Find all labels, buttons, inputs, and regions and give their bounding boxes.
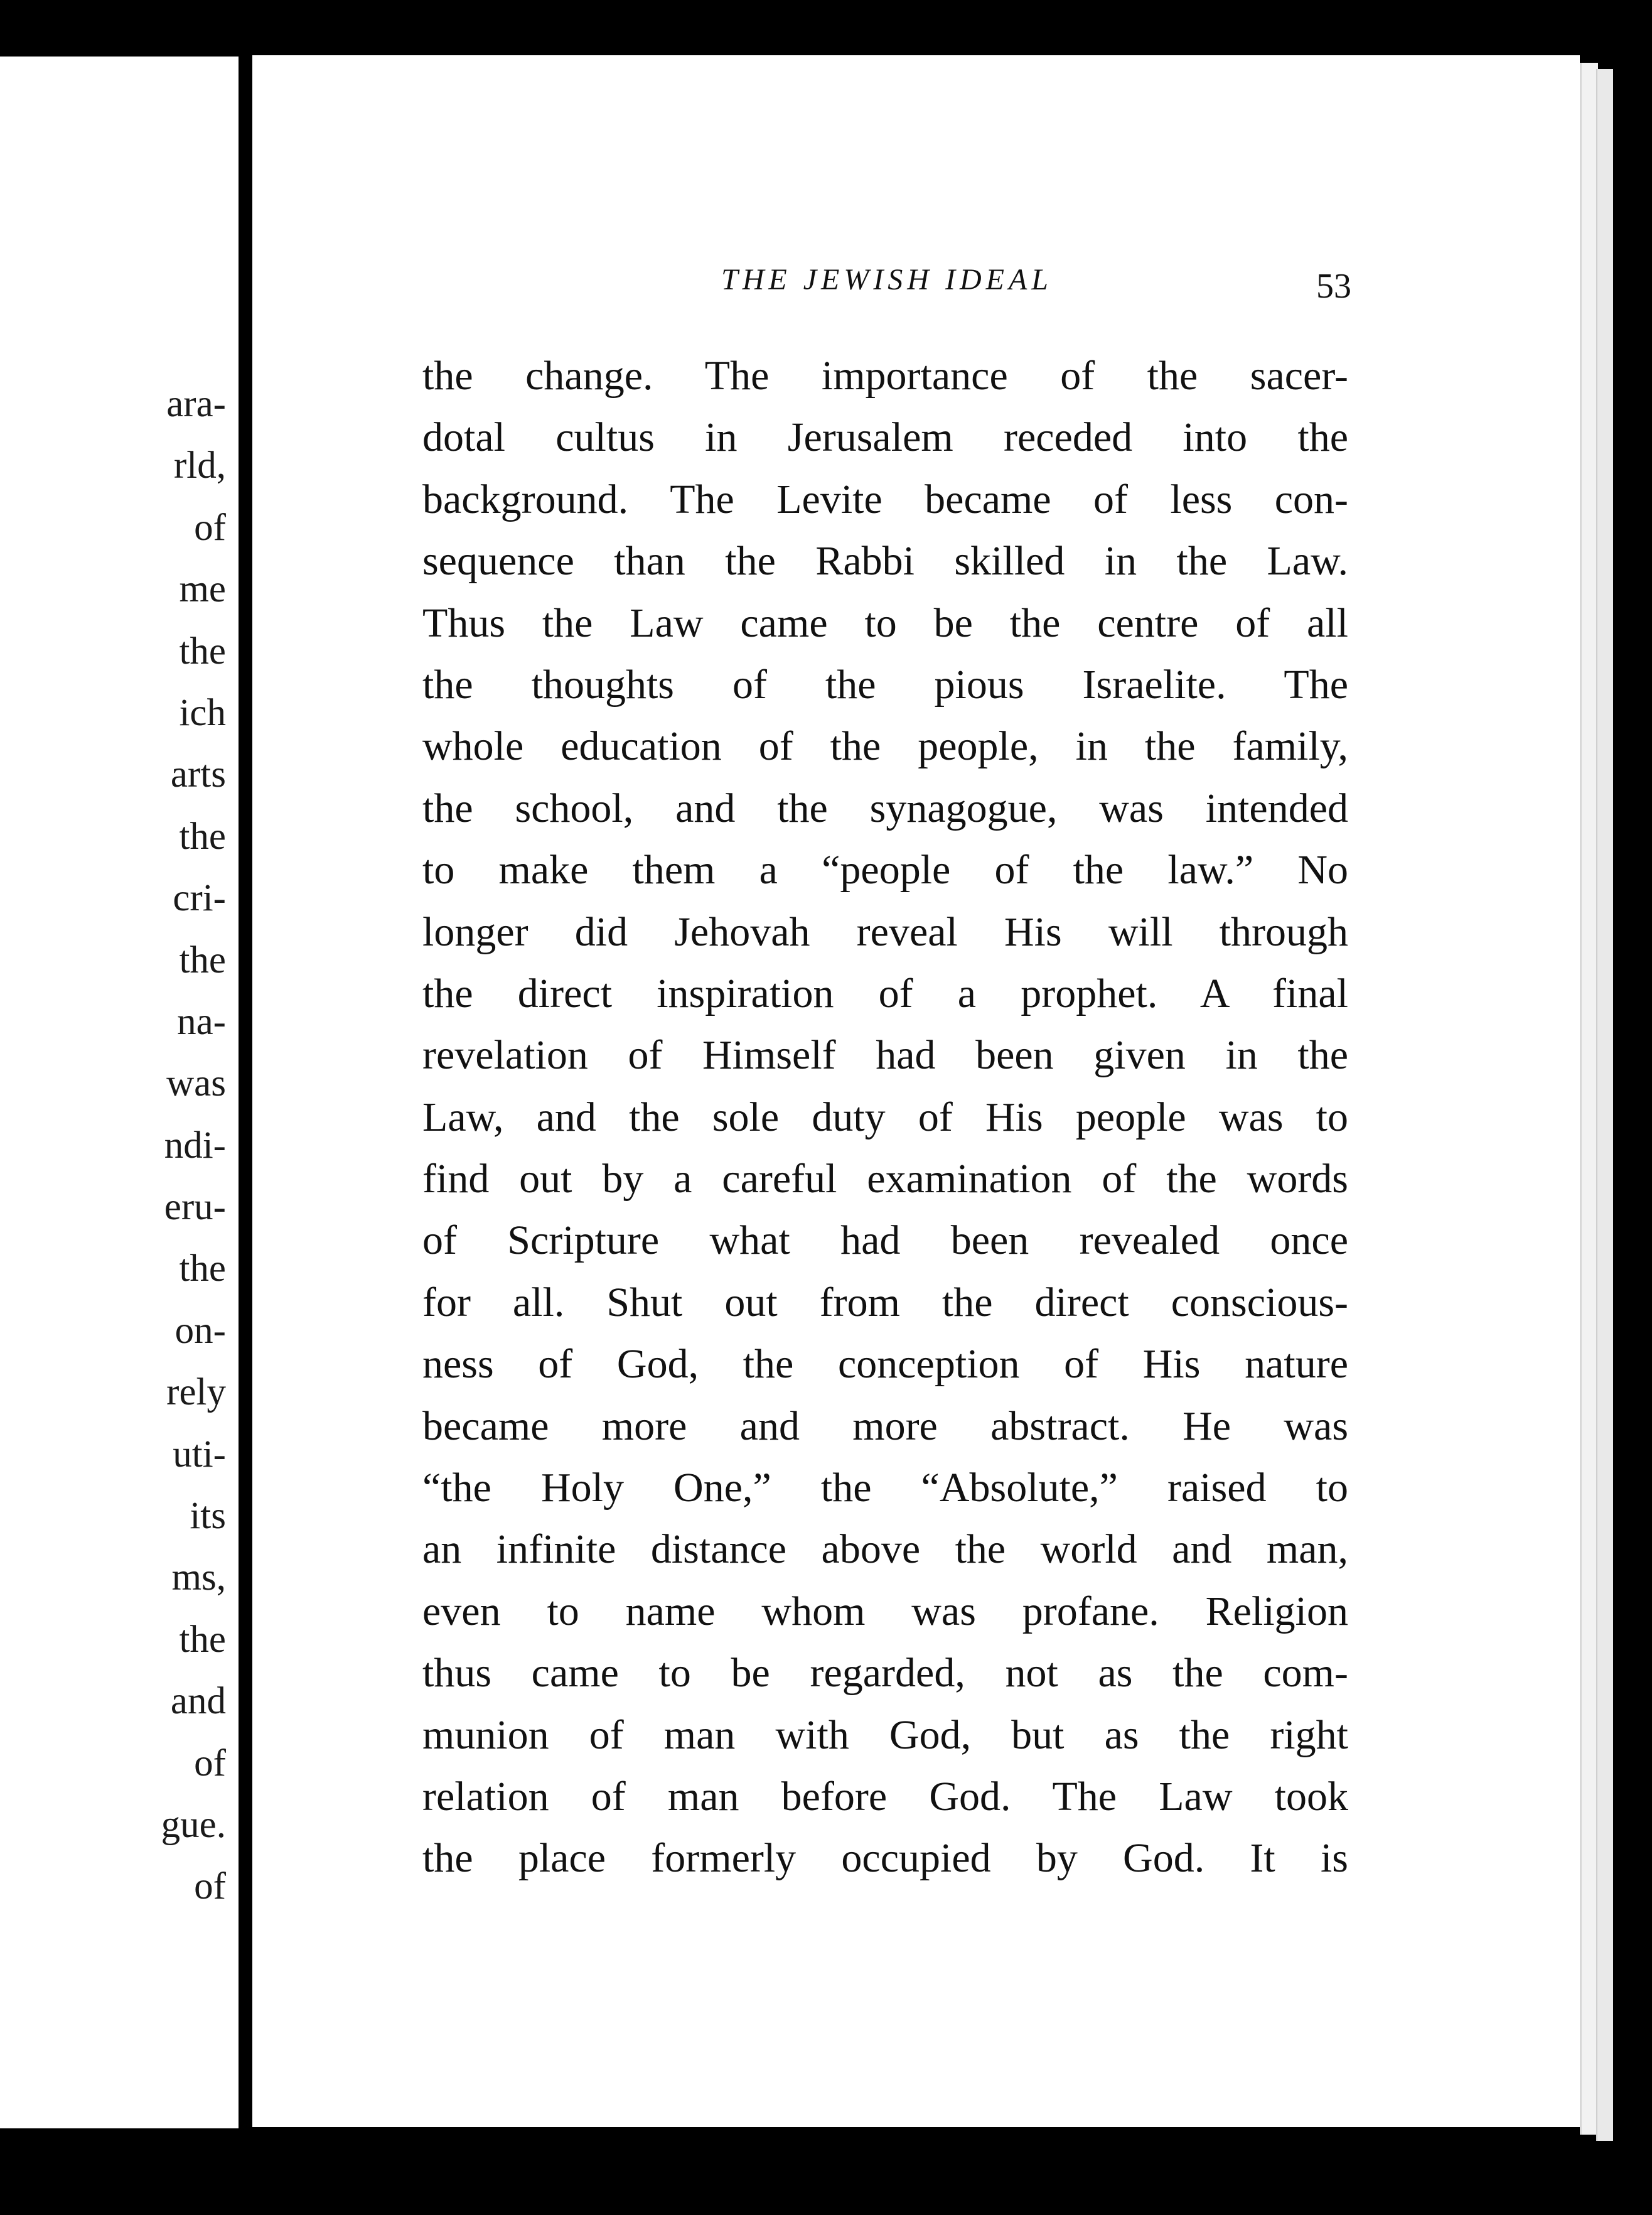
previous-page-line: the (179, 1618, 226, 1661)
previous-page-line: cri- (173, 877, 226, 920)
previous-page-line: the (179, 630, 226, 672)
text-line: Thus the Law came to be the centre of all (422, 600, 1348, 646)
text-line: the direct inspiration of a prophet. A final (422, 970, 1348, 1016)
page-number: 53 (1316, 267, 1351, 306)
text-line: whole education of the people, in the family, (422, 723, 1348, 770)
text-line: munion of man with God, but as the right (422, 1711, 1348, 1758)
text-line: relation of man before God. The Law took (422, 1773, 1348, 1819)
previous-page-line: the (179, 815, 226, 858)
text-line: the school, and the synagogue, was intended (422, 785, 1348, 831)
text-line: ness of God, the conception of His nature (422, 1341, 1348, 1388)
previous-page-line: its (190, 1495, 226, 1538)
text-line: dotal cultus in Jerusalem receded into the (422, 414, 1348, 461)
previous-page-line: on- (174, 1309, 226, 1352)
previous-page-line: and (170, 1680, 226, 1723)
text-line: sequence than the Rabbi skilled in the Law. (422, 538, 1348, 585)
text-line: to make them a “people of the law.” No (422, 847, 1348, 893)
page-edge (1580, 63, 1598, 2135)
previous-page-line: ich (179, 691, 226, 734)
text-line: Law, and the sole duty of His people was to (422, 1094, 1348, 1140)
previous-page-line: ms, (171, 1556, 226, 1599)
page-edge-back (1596, 69, 1613, 2141)
previous-page-line: ara- (166, 383, 226, 425)
text-line: of Scripture what had been revealed once (422, 1217, 1348, 1264)
text-line: thus came to be regarded, not as the com- (422, 1650, 1348, 1696)
previous-page-line: gue. (161, 1803, 226, 1846)
text-line: longer did Jehovah reveal His will through (422, 908, 1348, 955)
previous-page-line: ndi- (164, 1124, 226, 1167)
previous-page-line: of (194, 1865, 226, 1908)
previous-page-line: of (194, 1742, 226, 1784)
previous-page-line: rld, (173, 445, 226, 487)
previous-page-line: arts (170, 753, 226, 796)
text-line: the change. The importance of the sacer- (422, 353, 1348, 399)
text-line: even to name whom was profane. Religion (422, 1588, 1348, 1634)
previous-page-line: the (179, 939, 226, 981)
previous-page-line: of (194, 506, 226, 549)
text-line: for all. Shut out from the direct conscious- (422, 1279, 1348, 1325)
body-text (422, 345, 1348, 1890)
running-head (422, 257, 1351, 308)
text-line: “the Holy One,” the “Absolute,” raised to (422, 1465, 1348, 1511)
previous-page-line: na- (177, 1000, 226, 1043)
previous-page-line: was (166, 1062, 226, 1105)
text-line: the place formerly occupied by God. It is (422, 1835, 1348, 1882)
previous-page-line: the (179, 1248, 226, 1290)
text-line: an infinite distance above the world and man, (422, 1526, 1348, 1573)
book-gutter (239, 0, 252, 2215)
previous-page-text (161, 374, 226, 1918)
previous-page-line: me (179, 568, 226, 611)
running-title: THE JEWISH IDEAL (721, 263, 1053, 296)
text-line: revelation of Himself had been given in the (422, 1032, 1348, 1079)
previous-page-line: eru- (164, 1186, 226, 1229)
previous-page (0, 57, 239, 2128)
previous-page-line: rely (166, 1371, 226, 1414)
text-line: background. The Levite became of less con- (422, 476, 1348, 522)
text-line: became more and more abstract. He was (422, 1403, 1348, 1449)
previous-page-line: uti- (173, 1433, 226, 1475)
text-line: the thoughts of the pious Israelite. The (422, 661, 1348, 708)
text-line: find out by a careful examination of the words (422, 1156, 1348, 1202)
